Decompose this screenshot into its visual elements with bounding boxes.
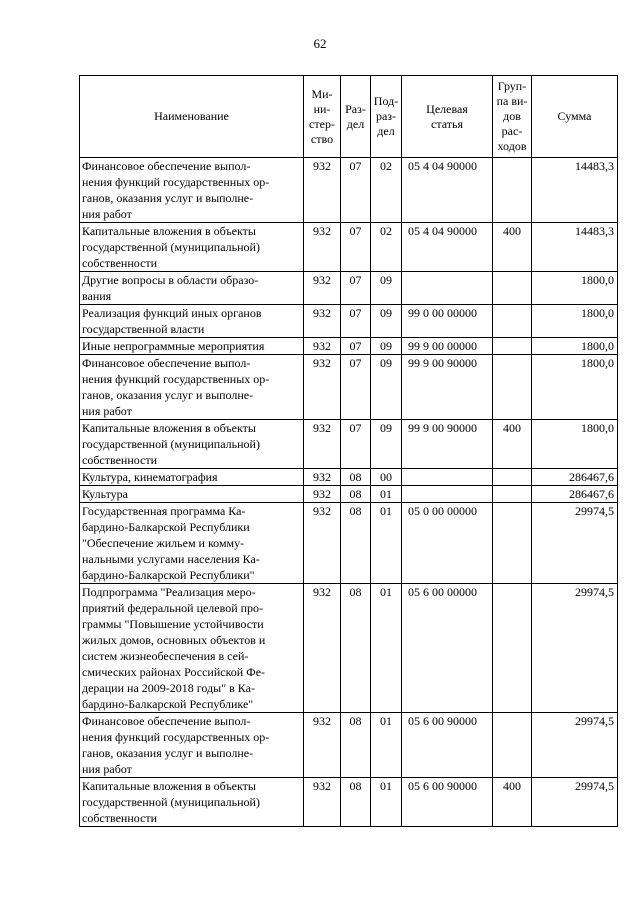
cell-subsection: 01 [371,503,402,584]
cell-target: 05 4 04 90000 [402,223,493,272]
cell-subsection: 09 [371,420,402,469]
cell-name: Капитальные вложения в объекты государственной (муниципальной) собственности [80,778,304,827]
cell-ministry: 932 [304,420,341,469]
cell-ministry: 932 [304,584,341,713]
cell-target: 05 6 00 00000 [402,584,493,713]
table-row [80,272,618,305]
table-row [80,486,618,503]
cell-subsection: 01 [371,713,402,778]
cell-ministry: 932 [304,223,341,272]
cell-section: 08 [341,778,371,827]
cell-section: 07 [341,420,371,469]
table-row [80,158,618,223]
cell-name: Финансовое обеспечение выпол- нения функций государственных ор- ганов, оказания услуг и выполне- ния работ [80,713,304,778]
cell-name: Государственная программа Ка- бардино-Балкарской Республики "Обеспечение жильем и комму- нальными услугами населения Ка- бардино-Балкарской Республики" [80,503,304,584]
cell-group [493,469,532,486]
cell-section: 08 [341,584,371,713]
cell-ministry: 932 [304,469,341,486]
cell-sum: 286467,6 [532,486,618,503]
cell-target: 99 0 00 00000 [402,305,493,338]
cell-subsection: 01 [371,584,402,713]
header-subsection: Под- раз- дел [371,76,402,158]
cell-section: 07 [341,158,371,223]
cell-section: 07 [341,355,371,420]
cell-name: Культура, кинематография [80,469,304,486]
cell-ministry: 932 [304,158,341,223]
cell-target: 05 4 04 90000 [402,158,493,223]
cell-section: 07 [341,338,371,355]
cell-name: Иные непрограммные мероприятия [80,338,304,355]
cell-name: Другие вопросы в области образо- вания [80,272,304,305]
header-section: Раз- дел [341,76,371,158]
header-ministry: Ми- ни- стер- ство [304,76,341,158]
cell-group [493,338,532,355]
cell-subsection: 00 [371,469,402,486]
page-number: 62 [313,36,327,51]
table-header-row [80,76,618,158]
cell-target: 99 9 00 00000 [402,338,493,355]
cell-target: 05 6 00 90000 [402,778,493,827]
table-row [80,713,618,778]
cell-target: 05 0 00 00000 [402,503,493,584]
cell-target: 99 9 00 90000 [402,420,493,469]
cell-ministry: 932 [304,355,341,420]
cell-sum: 29974,5 [532,503,618,584]
cell-target [402,486,493,503]
cell-target: 99 9 00 90000 [402,355,493,420]
cell-sum: 29974,5 [532,584,618,713]
cell-subsection: 01 [371,486,402,503]
cell-section: 08 [341,503,371,584]
table-row [80,778,618,827]
table-row [80,305,618,338]
cell-subsection: 02 [371,223,402,272]
table-body [80,158,618,827]
cell-ministry: 932 [304,272,341,305]
cell-sum: 29974,5 [532,778,618,827]
cell-group [493,486,532,503]
table-row [80,338,618,355]
cell-name: Капитальные вложения в объекты государственной (муниципальной) собственности [80,420,304,469]
cell-subsection: 01 [371,778,402,827]
cell-section: 07 [341,223,371,272]
cell-sum: 1800,0 [532,355,618,420]
cell-group [493,158,532,223]
cell-group [493,305,532,338]
cell-sum: 1800,0 [532,420,618,469]
cell-group [493,713,532,778]
cell-name: Финансовое обеспечение выпол- нения функций государственных ор- ганов, оказания услуг и выполне- ния работ [80,355,304,420]
cell-ministry: 932 [304,503,341,584]
table-row [80,223,618,272]
cell-name: Реализация функций иных органов государственной власти [80,305,304,338]
cell-target [402,272,493,305]
cell-subsection: 02 [371,158,402,223]
cell-group: 400 [493,223,532,272]
cell-sum: 1800,0 [532,305,618,338]
cell-section: 08 [341,713,371,778]
cell-group: 400 [493,420,532,469]
header-group: Груп- па ви- дов рас- ходов [493,76,532,158]
table-row [80,355,618,420]
cell-sum: 286467,6 [532,469,618,486]
cell-section: 07 [341,305,371,338]
cell-ministry: 932 [304,486,341,503]
cell-group [493,503,532,584]
table-row [80,584,618,713]
cell-sum: 14483,3 [532,158,618,223]
cell-target [402,469,493,486]
header-sum: Сумма [532,76,618,158]
header-target: Целевая статья [402,76,493,158]
table-row [80,420,618,469]
cell-section: 08 [341,486,371,503]
budget-table [79,75,618,827]
cell-subsection: 09 [371,305,402,338]
cell-name: Культура [80,486,304,503]
cell-sum: 1800,0 [532,338,618,355]
table-row [80,503,618,584]
cell-group [493,355,532,420]
cell-ministry: 932 [304,778,341,827]
cell-section: 08 [341,469,371,486]
cell-group [493,272,532,305]
cell-sum: 1800,0 [532,272,618,305]
cell-name: Подпрограмма "Реализация меро- приятий федеральной целевой про- граммы "Повышение устойчивости жилых домов, основных объектов и систем жизнеобеспечения в сей- смических районах Российской Фе- дерации на 2009-2018 годы" в Ка- бардино-Балкарской Республике" [80,584,304,713]
cell-subsection: 09 [371,272,402,305]
cell-sum: 14483,3 [532,223,618,272]
cell-group [493,584,532,713]
cell-target: 05 6 00 90000 [402,713,493,778]
cell-sum: 29974,5 [532,713,618,778]
cell-subsection: 09 [371,355,402,420]
cell-ministry: 932 [304,713,341,778]
header-name: Наименование [80,76,304,158]
cell-group: 400 [493,778,532,827]
table-row [80,469,618,486]
cell-name: Финансовое обеспечение выпол- нения функций государственных ор- ганов, оказания услуг и выполне- ния работ [80,158,304,223]
cell-subsection: 09 [371,338,402,355]
cell-ministry: 932 [304,338,341,355]
cell-name: Капитальные вложения в объекты государственной (муниципальной) собственности [80,223,304,272]
cell-section: 07 [341,272,371,305]
cell-ministry: 932 [304,305,341,338]
